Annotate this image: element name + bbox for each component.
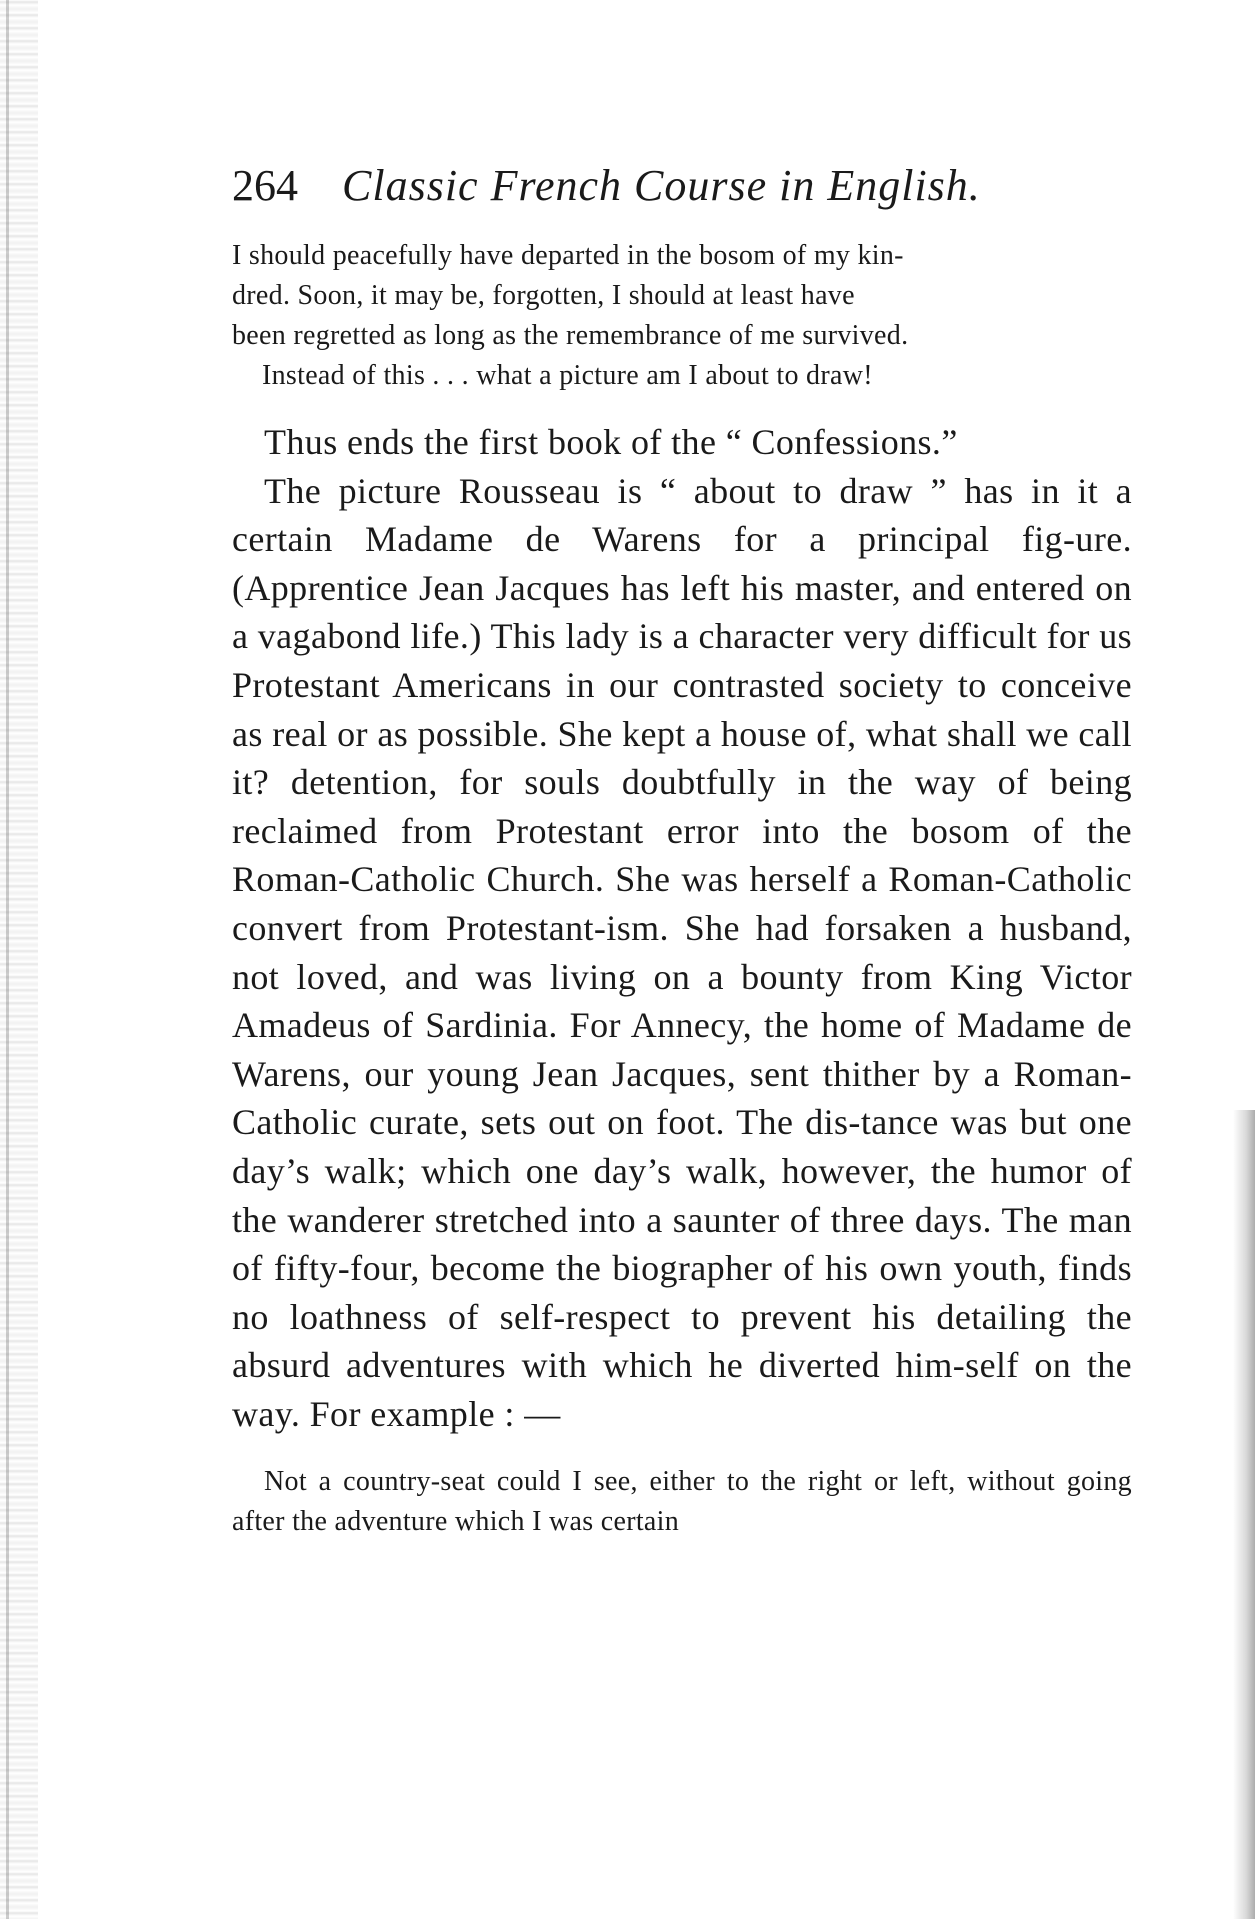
scan-page-edge-right [1233,1110,1255,1919]
running-title: Classic French Course in English. [342,161,981,210]
book-page [232,158,1132,1570]
paragraph-madame-de-warens: The picture Rousseau is “ about to draw ” has in it a certain Madame de Warens for a principal fig-ure. (Apprentice Jean Jacques has left his master, and entered on a vagabond life.) This lady is a character very difficult for us Protestant Americans in our contrasted society to conceive as real or as possible. She kept a house of, what shall we call it? detention, for souls doubtfully in the way of being reclaimed from Protestant error into the bosom of the Roman-Catholic Church. She was herself a Roman-Catholic convert from Protestant-ism. She had forsaken a husband, not loved, and was living on a bounty from King Victor Amadeus of Sardinia. For Annecy, the home of Madame de Warens, our young Jean Jacques, sent thither by a Roman-Catholic curate, sets out on foot. The dis-tance was but one day’s walk; which one day’s walk, however, the humor of the wanderer stretched into a saunter of three days. The man of fifty-four, become the biographer of his own youth, finds no loathness of self-respect to prevent his detailing the absurd adventures with which he diverted him-self on the way. For example : — [232,470,1132,1434]
quote-line: dred. Soon, it may be, forgotten, I should at least have [232,280,855,311]
quote-line: Instead of this . . . what a picture am I about to draw! [262,360,873,391]
running-head [232,158,1132,214]
paragraph-first-book-ends: Thus ends the first book of the “ Confessions.” [264,422,958,462]
block-quote-top [232,236,1132,396]
block-quote-bottom: Not a country-seat could I see, either to the right or left, without going after the adventure which I was certain [232,1466,1132,1538]
page-number: 264 [232,161,298,210]
scan-binding-edge-left [0,0,38,1919]
quote-line: I should peacefully have departed in the bosom of my kin- [232,240,904,271]
quote-line: been regretted as long as the remembrance of me survived. [232,320,909,351]
